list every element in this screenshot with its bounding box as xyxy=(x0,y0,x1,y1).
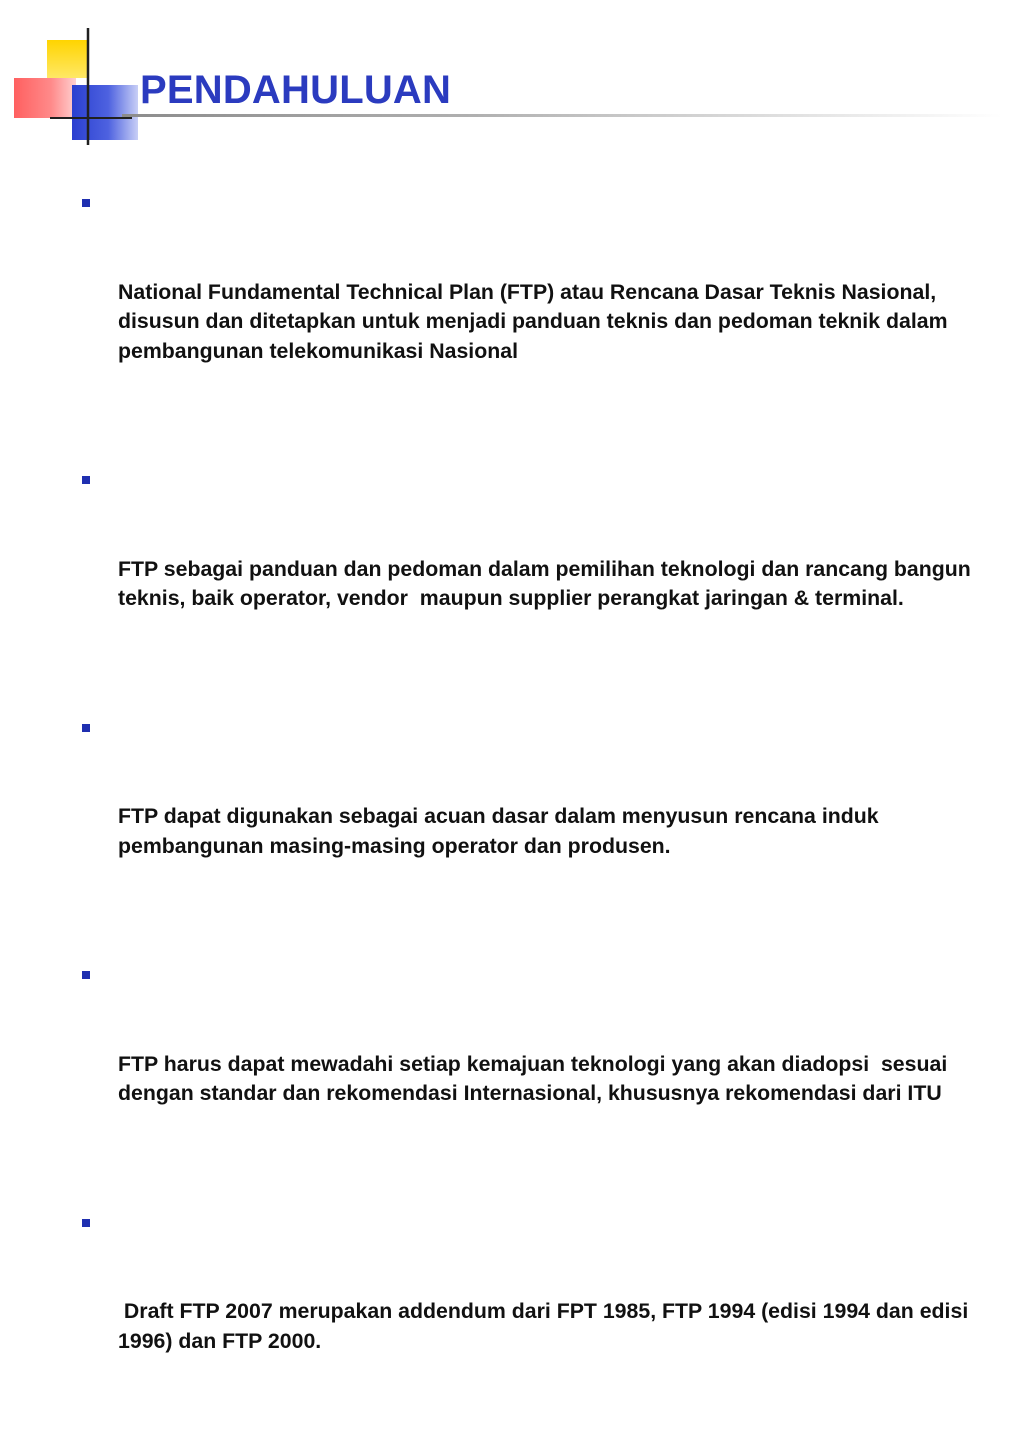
bullet-text: Draft FTP 2007 merupakan addendum dari FPT 1985, FTP 1994 (edisi 1994 dan edisi 1996) dan FTP 2000. xyxy=(118,1299,975,1353)
square-bullet-icon xyxy=(82,199,90,207)
bullet-item-4 xyxy=(118,961,998,1168)
bullet-item-2 xyxy=(118,466,998,673)
square-bullet-icon xyxy=(82,476,90,484)
square-bullet-icon xyxy=(82,1219,90,1227)
logo-blue-square xyxy=(72,85,138,140)
bullet-item-5 xyxy=(118,1209,998,1416)
bullet-text: FTP harus dapat mewadahi setiap kemajuan teknologi yang akan diadopsi sesuai dengan standar dan rekomendasi Internasional, khususnya rekomendasi dari ITU xyxy=(118,1051,954,1105)
logo-yellow-square xyxy=(47,40,87,78)
bullet-item-3 xyxy=(118,714,998,921)
bullet-text: FTP sebagai panduan dan pedoman dalam pemilihan teknologi dan rancang bangun teknis, baik operator, vendor maupun supplier perangkat jaringan & terminal. xyxy=(118,556,977,610)
logo-red-square xyxy=(14,78,76,118)
slide-title: PENDAHULUAN xyxy=(140,68,452,112)
bullet-list xyxy=(118,189,998,1456)
bullet-text: National Fundamental Technical Plan (FTP) atau Rencana Dasar Teknis Nasional, disusun dan ditetapkan untuk menjadi panduan teknis dan pedoman teknik dalam pembangunan telekomunikasi Nasional xyxy=(118,279,954,363)
slide-logo-decoration xyxy=(0,0,150,150)
square-bullet-icon xyxy=(82,724,90,732)
bullet-text: FTP dapat digunakan sebagai acuan dasar dalam menyusun rencana induk pembangunan masing-masing operator dan produsen. xyxy=(118,804,885,858)
bullet-item-1 xyxy=(118,189,998,425)
square-bullet-icon xyxy=(82,971,90,979)
